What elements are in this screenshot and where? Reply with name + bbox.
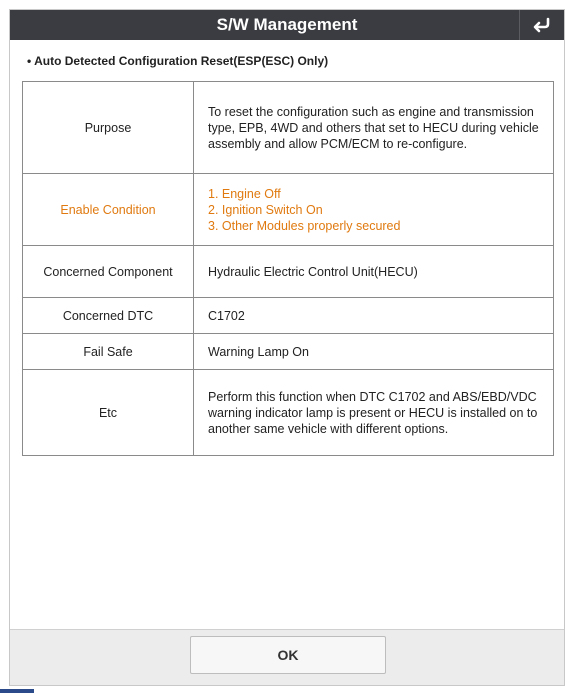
row-label: Purpose xyxy=(23,82,194,174)
table-row xyxy=(23,82,554,174)
condition-line: 3. Other Modules properly secured xyxy=(208,218,401,233)
section-subtitle: • Auto Detected Configuration Reset(ESP(ESC) Only) xyxy=(27,54,329,68)
row-value: To reset the configuration such as engine and transmission type, EPB, 4WD and others that set to HECU during vehicle assembly and allow PCM/ECM to re-configure. xyxy=(194,82,554,174)
row-label: Enable Condition xyxy=(23,174,194,246)
dialog-window xyxy=(9,9,565,686)
table-row xyxy=(23,246,554,298)
row-value xyxy=(194,174,554,246)
info-table xyxy=(22,81,554,456)
condition-line: 1. Engine Off xyxy=(208,186,281,201)
row-value: Perform this function when DTC C1702 and ABS/EBD/VDC warning indicator lamp is present or HECU is installed on to another same vehicle with different options. xyxy=(194,370,554,456)
condition-line: 2. Ignition Switch On xyxy=(208,202,323,217)
row-label: Concerned Component xyxy=(23,246,194,298)
ok-button[interactable]: OK xyxy=(190,636,386,674)
title-bar xyxy=(10,10,564,40)
back-arrow-icon xyxy=(531,16,553,34)
row-label: Etc xyxy=(23,370,194,456)
row-label: Concerned DTC xyxy=(23,298,194,334)
dialog-title: S/W Management xyxy=(216,15,358,34)
row-value: Hydraulic Electric Control Unit(HECU) xyxy=(194,246,554,298)
corner-marker xyxy=(0,689,34,693)
table-row xyxy=(23,298,554,334)
table-row xyxy=(23,370,554,456)
row-label: Fail Safe xyxy=(23,334,194,370)
row-value: C1702 xyxy=(194,298,554,334)
table-row xyxy=(23,174,554,246)
footer-bar xyxy=(10,629,564,685)
row-value: Warning Lamp On xyxy=(194,334,554,370)
table-row xyxy=(23,334,554,370)
back-button[interactable] xyxy=(519,10,564,40)
